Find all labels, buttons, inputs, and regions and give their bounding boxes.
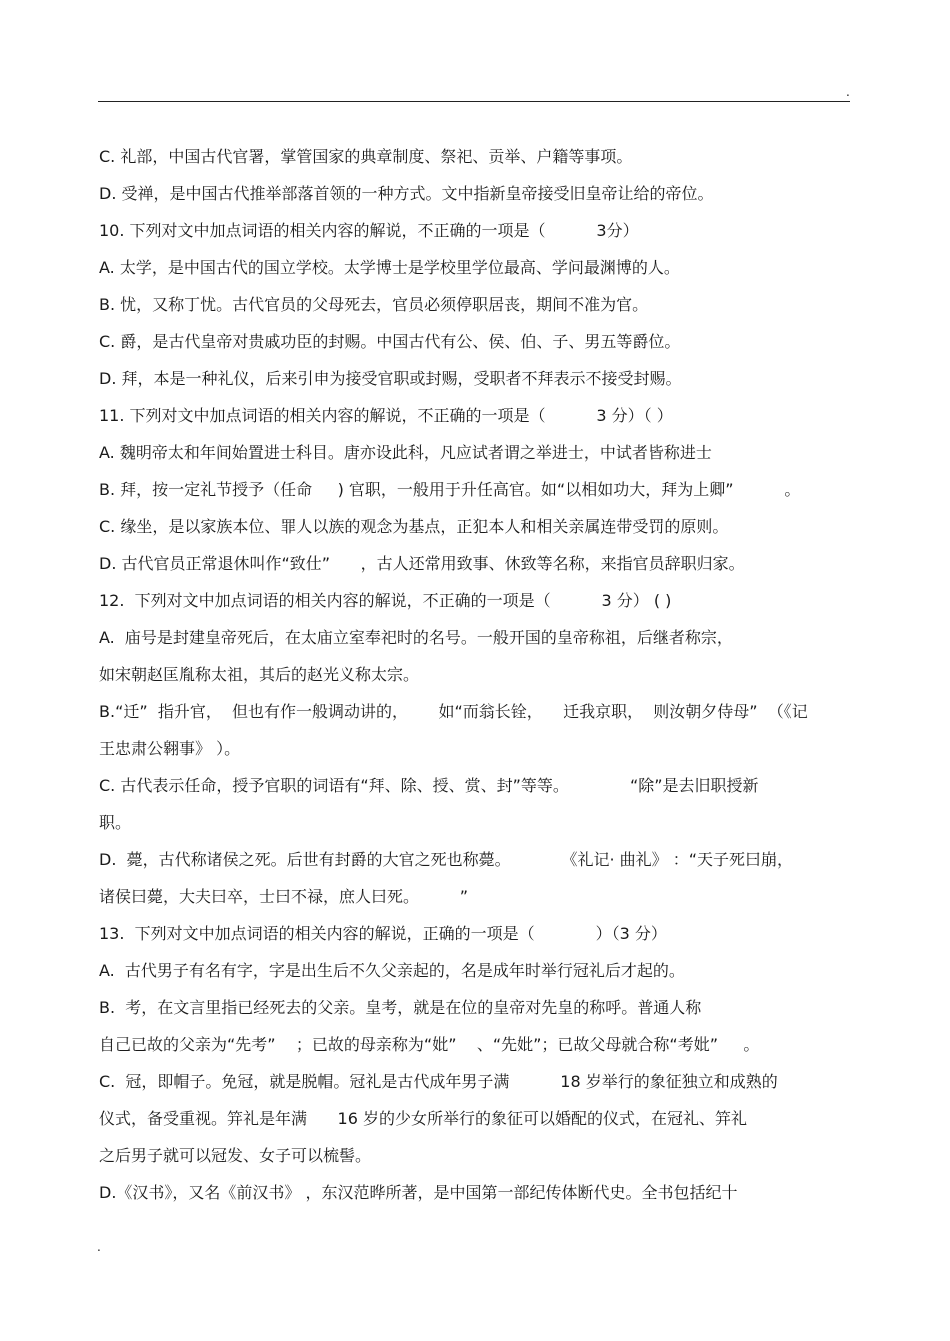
option-line: C. 古代表示任命，授予官职的词语有“拜、除、授、赏、封”等等。 “除”是去旧职授新 [99,776,759,795]
option-line: D. 古代官员正常退休叫作“致仕” ，古人还常用致事、休致等名称，来指官员辞职归家。 [99,554,745,573]
option-line: D. 薨，古代称诸侯之死。后世有封爵的大官之死也称薨。 《礼记· 曲礼》 ：“天子死曰崩， [99,850,793,869]
option-line: B. 考，在文言里指已经死去的父亲。皇考，就是在位的皇帝对先皇的称呼。普通人称 [99,998,702,1017]
option-continuation: 诸侯曰薨，大夫曰卒，士曰不禄，庶人曰死。 ” [99,887,468,906]
option-line: A. 庙号是封建皇帝死后，在太庙立室奉祀时的名号。一般开国的皇帝称祖，后继者称宗， [99,628,733,647]
text-line: D. 受禅，是中国古代推举部落首领的一种方式。文中指新皇帝接受旧皇帝让给的帝位。 [99,184,714,203]
option-continuation: 之后男子就可以冠发、女子可以梳髻。 [99,1146,372,1165]
option-continuation: 王忠肃公翱事》 ）。 [99,739,241,758]
option-line: A. 太学，是中国古代的国立学校。太学博士是学校里学位最高、学问最渊博的人。 [99,258,680,277]
footer-dot-mark: . [97,1240,101,1254]
option-line: D.《汉书》，又名《前汉书》 ，东汉范晔所著，是中国第一部纪传体断代史。全书包括纪十 [99,1183,738,1202]
option-line: D. 拜，本是一种礼仪，后来引申为接受官职或封赐，受职者不拜表示不接受封赐。 [99,369,682,388]
text-line: C. 礼部，中国古代官署，掌管国家的典章制度、祭祀、贡举、户籍等事项。 [99,147,633,166]
option-line: A. 古代男子有名有字，字是出生后不久父亲起的，名是成年时举行冠礼后才起的。 [99,961,685,980]
question-11-stem: 11. 下列对文中加点词语的相关内容的解说，不正确的一项是（ 3 分）（ ） [99,406,673,425]
option-line: B. 拜，按一定礼节授予（任命 ) 官职，一般用于升任高官。如“以相如功大，拜为上卿” 。 [99,480,801,499]
option-line: C. 缘坐，是以家族本位、罪人以族的观念为基点，正犯本人和相关亲属连带受罚的原则。 [99,517,729,536]
option-line: C. 爵，是古代皇帝对贵戚功臣的封赐。中国古代有公、侯、伯、子、男五等爵位。 [99,332,681,351]
header-dot-mark: . [846,85,850,99]
option-continuation: 如宋朝赵匡胤称太祖，其后的赵光义称太宗。 [99,665,420,684]
header-rule [98,101,850,102]
option-line: C. 冠，即帽子。免冠，就是脱帽。冠礼是古代成年男子满 18 岁举行的象征独立和成熟的 [99,1072,778,1091]
option-continuation: 职。 [99,813,132,832]
option-line: B. 忧，又称丁忧。古代官员的父母死去，官员必须停职居丧，期间不准为官。 [99,295,649,314]
option-continuation: 自己已故的父亲为“先考” ；已故的母亲称为“妣” 、“先妣”；已故父母就合称“考妣” 。 [99,1035,760,1054]
option-line: B.“迁” 指升官， 但也有作一般调动讲的， 如“而翁长铨， 迁我京职， 则汝朝夕侍母” （《记 [99,702,808,721]
document-body [99,144,851,1217]
question-12-stem: 12. 下列对文中加点词语的相关内容的解说，不正确的一项是（ 3 分） ( ) [99,591,672,610]
option-line: A. 魏明帝太和年间始置进士科目。唐亦设此科，凡应试者谓之举进士，中试者皆称进士 [99,443,712,462]
question-13-stem: 13. 下列对文中加点词语的相关内容的解说，正确的一项是（ ）（3 分） [99,924,667,943]
question-10-stem: 10. 下列对文中加点词语的相关内容的解说，不正确的一项是（ 3分） [99,221,639,240]
option-continuation: 仪式，备受重视。笄礼是年满 16 岁的少女所举行的象征可以婚配的仪式，在冠礼、笄礼 [99,1109,747,1128]
